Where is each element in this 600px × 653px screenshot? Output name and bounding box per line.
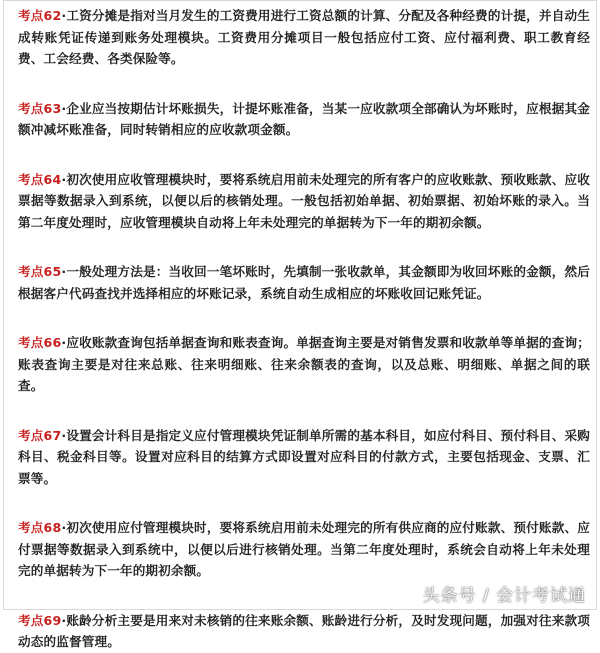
- exam-point-69: [18, 610, 590, 653]
- exam-point-tag: 考点62: [18, 8, 62, 23]
- exam-point-text: ·企业应当按期估计坏账损失，计提坏账准备，当某一应收款项全部确认为坏账时，应根据其金额冲减坏账准备，同时转销相应的应收款项金额。: [18, 100, 590, 137]
- exam-point-text: ·工资分摊是指对当月发生的工资费用进行工资总额的计算、分配及各种经费的计提，并自动生成转账凭证传递到账务处理模块。工资费用分摊项目一般包括应付工资、应付福利费、职工教育经费、工会经费、各类保险等。: [18, 8, 590, 66]
- document-page: [3, 0, 597, 649]
- exam-point-tag: 考点63: [18, 100, 62, 116]
- exam-point-tag: 考点69: [18, 612, 62, 628]
- exam-point-65: [18, 261, 590, 304]
- exam-point-64: [18, 169, 590, 234]
- exam-point-text: ·应收账款查询包括单据查询和账表查询。单据查询主要是对销售发票和收款单等单据的查询；账表查询主要是对往来总账、往来明细账、往来余额表的查询，以及总账、明细账、单据之间的联查。: [18, 335, 590, 393]
- exam-point-tag: 考点68: [18, 520, 62, 535]
- exam-point-text: ·初次使用应收管理模块时，要将系统启用前未处理完的所有客户的应收账款、预收账款、应收票据等数据录入到系统，以便以后的核销处理。一般包括初始单据、初始票据、初始坏账的录入。当第二年度处理时，应收管理模块自动将上年未处理完的单据转为下一年的期初余额。: [18, 171, 590, 230]
- exam-point-text: ·设置会计科目是指定义应付管理模块凭证制单所需的基本科目，如应付科目、预付科目、采购科目、税金科目等。设置对应科目的结算方式即设置对应科目的付款方式，主要包括现金、支票、汇票等。: [18, 427, 590, 486]
- exam-point-text: ·初次使用应付管理模块时，要将系统启用前未处理完的所有供应商的应付账款、预付账款、应付票据等数据录入到系统中，以便以后进行核销处理。当第二年度处理时，系统会自动将上年未处理完的单据转为下一年的期初余额。: [18, 520, 590, 578]
- exam-point-66: [18, 332, 590, 397]
- exam-point-63: [18, 98, 590, 141]
- exam-point-tag: 考点66: [18, 335, 62, 350]
- source-watermark: 头条号 / 会计考试通: [422, 586, 586, 606]
- exam-point-67: [18, 425, 590, 490]
- exam-point-62: [18, 5, 590, 70]
- exam-point-tag: 考点67: [18, 427, 62, 443]
- exam-point-tag: 考点64: [18, 171, 62, 187]
- exam-point-68: [18, 517, 590, 582]
- exam-point-tag: 考点65: [18, 264, 62, 279]
- exam-point-text: ·账龄分析主要是用来对未核销的往来账余额、账龄进行分析，及时发现问题，加强对往来款项动态的监督管理。: [18, 612, 590, 649]
- exam-point-text: ·一般处理方法是：当收回一笔坏账时，先填制一张收款单，其金额即为收回坏账的金额，然后根据客户代码查找并选择相应的坏账记录，系统自动生成相应的坏账收回记账凭证。: [18, 264, 590, 301]
